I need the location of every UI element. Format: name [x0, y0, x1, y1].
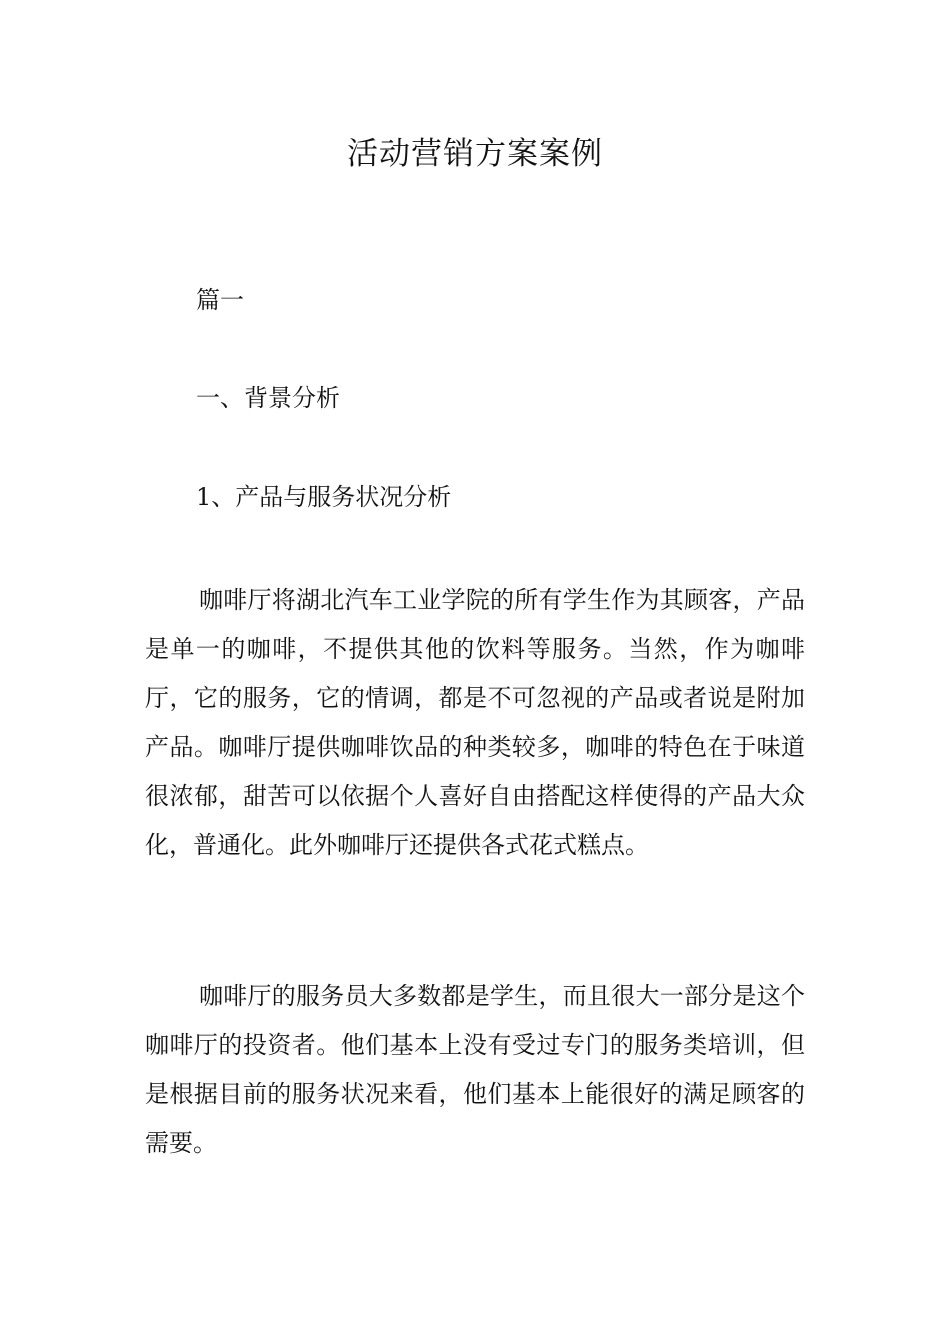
paragraph-1: 咖啡厅将湖北汽车工业学院的所有学生作为其顾客，产品是单一的咖啡，不提供其他的饮料等服务。当然，作为咖啡厅，它的服务，它的情调，都是不可忽视的产品或者说是附加产品。咖啡厅提供咖啡饮品的种类较多，咖啡的特色在于味道很浓郁，甜苦可以依据个人喜好自由搭配这样使得的产品大众化，普通化。此外咖啡厅还提供各式花式糕点。	[145, 586, 805, 859]
heading-product-service-analysis: 1、产品与服务状况分析	[196, 483, 452, 511]
section-label: 篇一	[196, 286, 244, 314]
paragraph-2: 咖啡厅的服务员大多数都是学生，而且很大一部分是这个咖啡厅的投资者。他们基本上没有受过专门的服务类培训，但是根据目前的服务状况来看，他们基本上能很好的满足顾客的需要。	[145, 982, 805, 1157]
heading-background-analysis: 一、背景分析	[196, 384, 340, 412]
document-title: 活动营销方案案例	[347, 136, 603, 172]
